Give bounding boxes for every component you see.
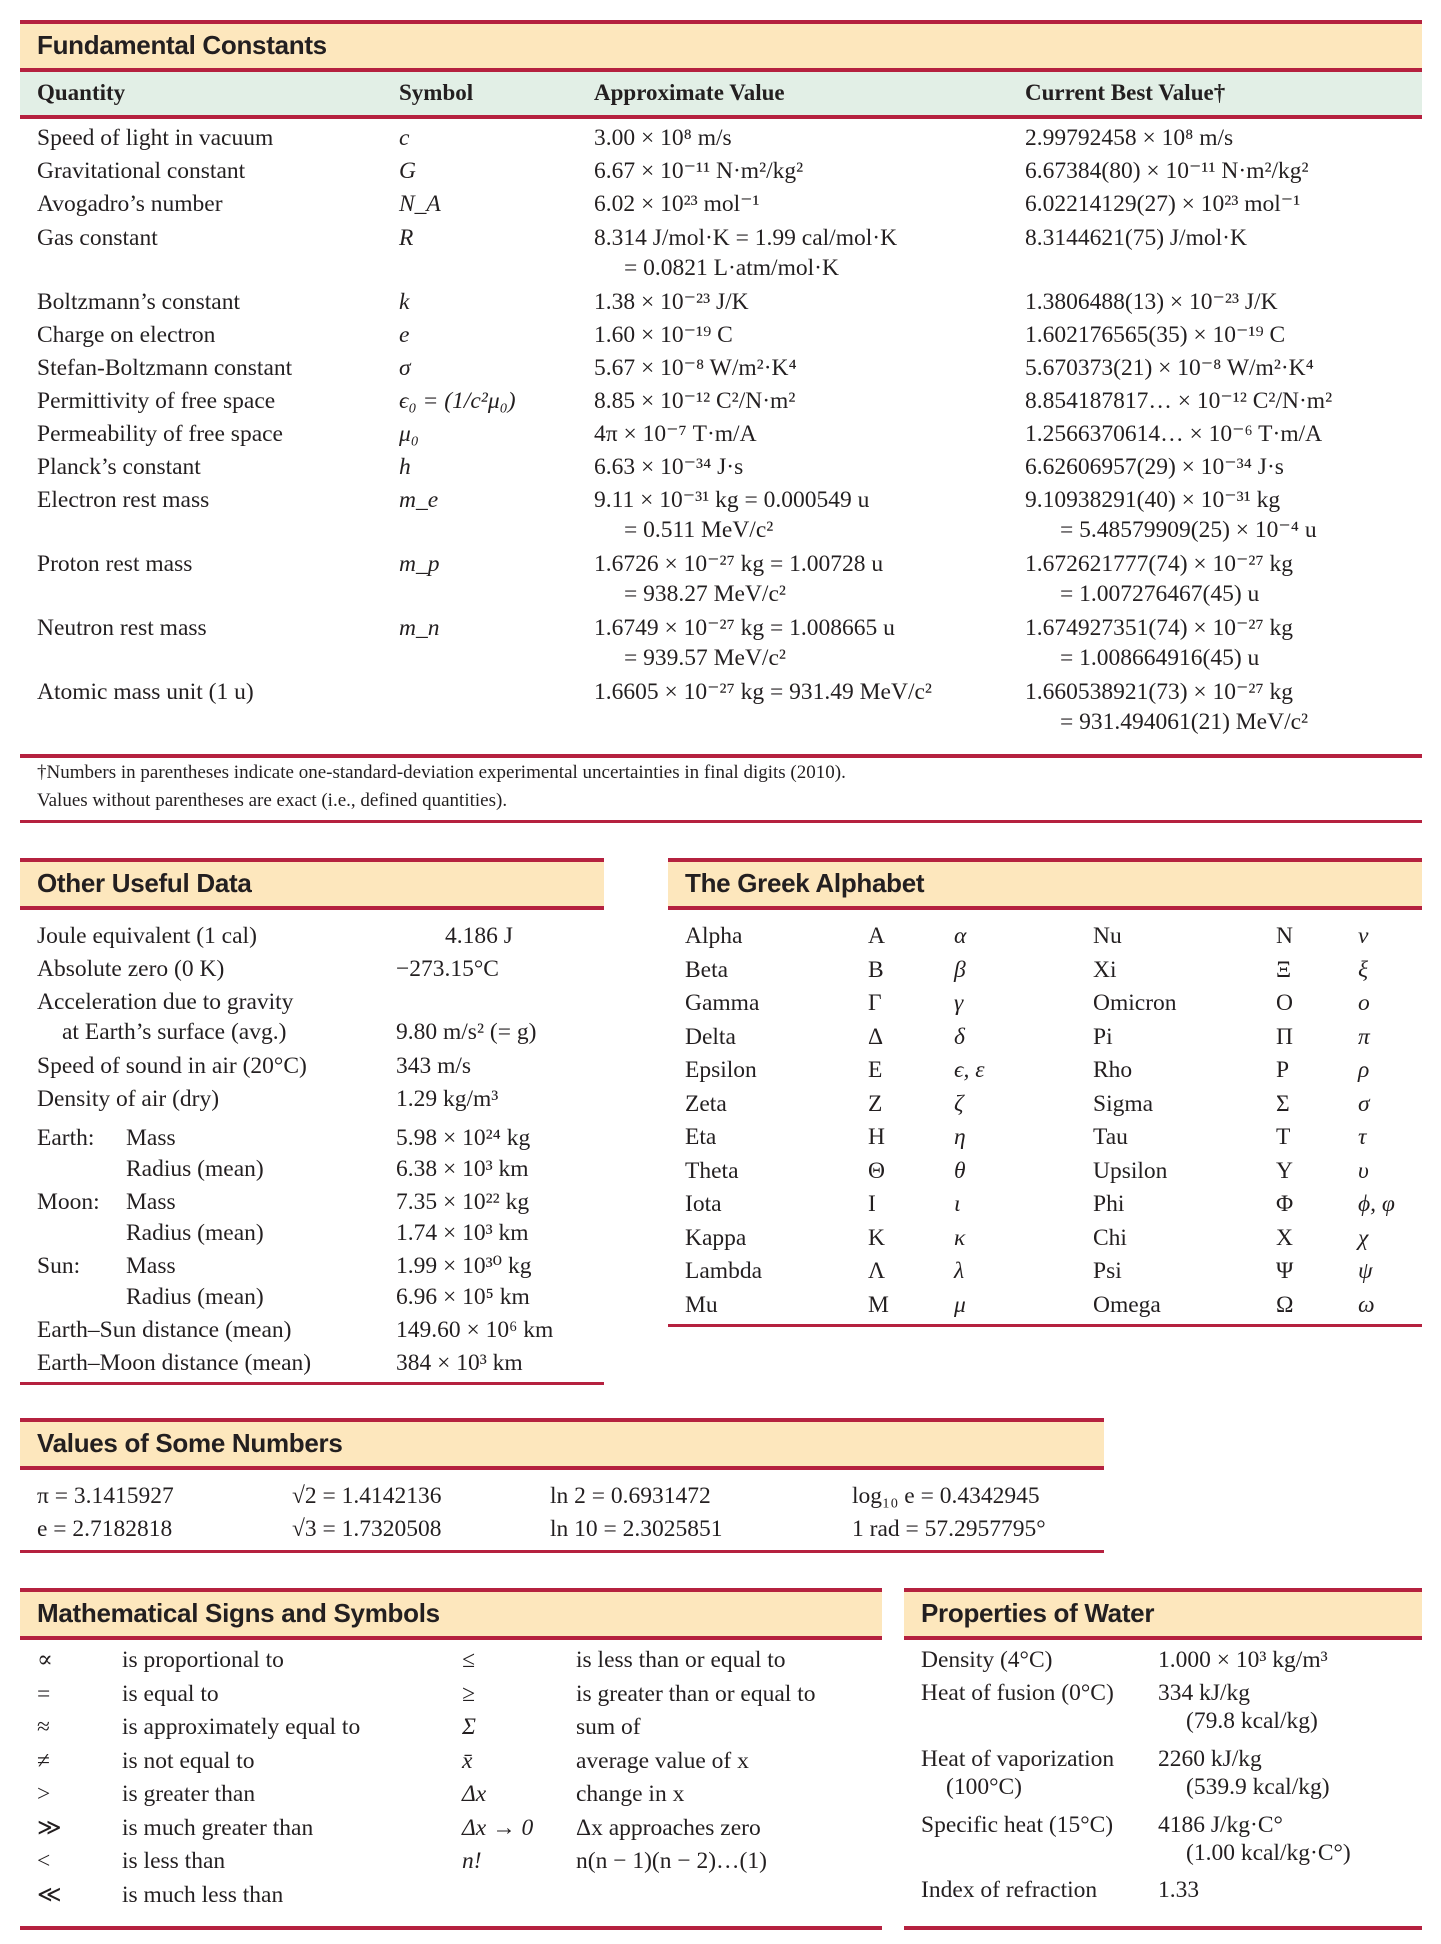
section-title: Other Useful Data [37,868,252,898]
math-meaning: change in x [576,1781,685,1807]
greek-letter-name: Omega [1093,1291,1161,1318]
constant-best-value: 6.62606957(29) × 10⁻³⁴ J·s [1025,454,1284,480]
constant-symbol: m_e [399,487,439,513]
water-property-value: 334 kJ/kg [1158,1680,1251,1706]
math-meaning: is equal to [122,1680,219,1707]
other-data-value: 7.35 × 10²² kg [396,1189,530,1215]
greek-letter-name: Rho [1093,1057,1133,1083]
number-value: 1 rad = 57.2957795° [852,1516,1046,1542]
math-meaning: is less than [122,1848,226,1874]
constant-best-value: 1.2566370614… × 10⁻⁶ T·m/A [1025,421,1323,447]
math-meaning: is much less than [122,1881,284,1908]
water-property-label: Heat of fusion (0°C) [921,1680,1114,1706]
greek-lowercase: ζ [954,1090,964,1117]
section-title: Values of Some Numbers [37,1428,343,1458]
greek-lowercase: η [954,1124,966,1150]
bottom-rule [20,1382,604,1385]
constant-best-value: = 931.494061(21) MeV/c² [1060,709,1309,735]
greek-uppercase: Φ [1276,1191,1294,1217]
greek-letter-name: Xi [1093,956,1117,983]
constant-approx-value: 1.60 × 10⁻¹⁹ C [594,322,733,348]
column-header-rule [20,115,1422,119]
constant-quantity: Gas constant [37,225,158,251]
math-symbol: > [37,1781,51,1807]
other-data-label: Mass [126,1125,176,1151]
greek-uppercase: Ψ [1276,1258,1294,1284]
constant-approx-value: 3.00 × 10⁸ m/s [594,125,732,151]
greek-letter-name: Omicron [1093,990,1177,1016]
math-symbol: Σ [462,1714,476,1740]
math-meaning: is much greater than [122,1814,314,1841]
greek-lowercase: γ [954,990,964,1016]
constant-approx-value: 1.6726 × 10⁻²⁷ kg = 1.00728 u [594,551,884,577]
greek-letter-name: Lambda [685,1258,762,1284]
constant-approx-value: 8.85 × 10⁻¹² C²/N·m² [594,388,796,414]
greek-letter-name: Zeta [685,1090,727,1117]
greek-lowercase: σ [1358,1090,1370,1117]
greek-letter-name: Epsilon [685,1057,757,1083]
column-header-current-best-value: Current Best Value† [1025,80,1226,105]
constant-quantity: Proton rest mass [37,551,193,577]
constant-approx-value: 1.38 × 10⁻²³ J/K [594,289,749,315]
column-header-approximate-value: Approximate Value [594,80,785,105]
constant-approx-value: = 939.57 MeV/c² [624,645,786,671]
constant-symbol: e [399,322,410,348]
greek-uppercase: Α [868,923,885,949]
other-data-group: Moon: [37,1189,100,1215]
math-symbol: n! [462,1848,482,1874]
other-data-label: Earth–Sun distance (mean) [37,1317,292,1343]
bottom-rule [20,1550,1104,1553]
greek-uppercase: Ι [868,1191,876,1217]
math-symbol: Δx → 0 [462,1814,534,1841]
number-value: ln 10 = 2.3025851 [550,1516,723,1542]
header-rule [668,906,1422,910]
constant-approx-value: = 0.511 MeV/c² [624,517,774,543]
math-symbol: ≪ [37,1881,62,1908]
greek-uppercase: Μ [868,1291,889,1318]
constant-best-value: 2.99792458 × 10⁸ m/s [1025,125,1234,151]
greek-lowercase: ρ [1358,1057,1370,1083]
constant-quantity: Charge on electron [37,322,216,348]
greek-uppercase: Θ [868,1157,885,1184]
greek-lowercase: ν [1358,923,1369,949]
water-property-value: (539.9 kcal/kg) [1186,1774,1330,1800]
math-symbol: = [37,1680,51,1707]
math-symbol: ≥ [462,1680,475,1707]
constant-best-value: = 1.007276467(45) u [1060,581,1260,607]
other-data-label: Acceleration due to gravity [37,989,294,1015]
greek-lowercase: α [954,923,967,949]
math-symbol: Δx [462,1781,487,1807]
greek-uppercase: Β [868,956,884,983]
other-data-label: Speed of sound in air (20°C) [37,1053,307,1079]
constant-best-value: 8.854187817… × 10⁻¹² C²/N·m² [1025,388,1333,414]
greek-alphabet-table [668,858,1422,1330]
greek-letter-name: Upsilon [1093,1157,1168,1184]
math-meaning: is greater than or equal to [576,1680,816,1707]
constant-quantity: Speed of light in vacuum [37,125,274,151]
table-bottom-rule [20,754,1422,758]
footnote-line-1: †Numbers in parentheses indicate one-standard-deviation experimental uncertainties in final digits (2010). [37,762,846,783]
other-data-value: −273.15°C [396,956,499,982]
constant-best-value: 8.3144621(75) J/mol·K [1025,225,1247,251]
other-data-value: 5.98 × 10²⁴ kg [396,1125,531,1151]
constant-best-value: 1.602176565(35) × 10⁻¹⁹ C [1025,322,1286,348]
greek-letter-name: Alpha [685,923,743,949]
greek-lowercase: ψ [1358,1258,1373,1284]
constant-symbol: N_A [399,191,441,217]
greek-letter-name: Iota [685,1191,722,1217]
column-header-quantity: Quantity [37,80,126,105]
bottom-rule [20,1926,882,1930]
top-rule [20,1418,1104,1422]
math-symbol: < [37,1848,51,1874]
greek-lowercase: υ [1358,1157,1369,1184]
math-meaning: is proportional to [122,1647,284,1673]
constant-symbol: G [399,158,416,184]
other-data-label: Radius (mean) [126,1284,264,1310]
constant-approx-value: = 0.0821 L·atm/mol·K [624,255,839,281]
greek-lowercase: ξ [1358,956,1369,983]
math-meaning: Δx approaches zero [576,1814,761,1841]
constant-approx-value: 6.67 × 10⁻¹¹ N·m²/kg² [594,158,804,184]
section-title: Fundamental Constants [37,30,327,60]
constant-symbol: h [399,454,411,480]
math-symbol: ≈ [37,1714,50,1740]
number-value: π = 3.1415927 [37,1483,174,1509]
greek-lowercase: ι [954,1191,961,1217]
greek-uppercase: Σ [1276,1090,1290,1117]
greek-uppercase: Υ [1276,1157,1293,1184]
other-data-label: Joule equivalent (1 cal) [37,923,257,949]
number-value: √2 = 1.4142136 [292,1483,442,1509]
water-property-value: 2260 kJ/kg [1158,1746,1262,1772]
column-header-symbol: Symbol [399,80,474,105]
top-rule [20,20,1422,24]
greek-uppercase: Ο [1276,990,1293,1016]
greek-uppercase: Λ [868,1258,886,1284]
greek-letter-name: Tau [1093,1124,1128,1150]
fundamental-constants-table [20,20,1422,826]
greek-letter-name: Psi [1093,1258,1122,1284]
section-title: The Greek Alphabet [685,868,925,898]
other-data-label: Density of air (dry) [37,1086,220,1112]
math-meaning: average value of x [576,1747,749,1774]
water-properties-table [904,1588,1422,1938]
greek-uppercase: Ξ [1276,956,1292,983]
water-property-label: Specific heat (15°C) [921,1812,1114,1838]
greek-lowercase: χ [1358,1224,1369,1251]
constant-quantity: Gravitational constant [37,158,246,184]
constant-approx-value: = 938.27 MeV/c² [624,581,786,607]
constant-best-value: 1.674927351(74) × 10⁻²⁷ kg [1025,615,1294,641]
footnote-bottom-rule [20,820,1422,823]
greek-lowercase: κ [954,1224,966,1251]
greek-uppercase: Π [1276,1023,1293,1050]
constant-approx-value: 9.11 × 10⁻³¹ kg = 0.000549 u [594,487,870,513]
footnote-line-2: Values without parentheses are exact (i.e., defined quantities). [37,790,508,811]
header-rule [20,1466,1104,1470]
greek-letter-name: Nu [1093,923,1122,949]
other-data-value: 1.99 × 10³⁰ kg [396,1253,532,1279]
constant-quantity: Atomic mass unit (1 u) [37,679,254,705]
other-data-value: 9.80 m/s² (= g) [396,1019,537,1045]
constant-approx-value: 6.02 × 10²³ mol⁻¹ [594,191,760,217]
constant-best-value: 1.660538921(73) × 10⁻²⁷ kg [1025,679,1294,705]
constant-quantity: Permeability of free space [37,421,283,447]
other-data-value: 1.29 kg/m³ [396,1086,499,1112]
other-useful-data-table [20,858,604,1390]
greek-uppercase: Ω [1276,1291,1294,1318]
constant-symbol: ϵ₀ = (1/c²μ₀) [399,388,516,414]
greek-letter-name: Theta [685,1157,739,1184]
water-property-label: (100°C) [946,1774,1022,1800]
greek-uppercase: Η [868,1124,885,1150]
greek-letter-name: Eta [685,1124,717,1150]
other-data-value: 6.38 × 10³ km [396,1156,529,1182]
number-value: √3 = 1.7320508 [292,1516,442,1542]
values-of-numbers-table [20,1418,1104,1558]
math-meaning: is greater than [122,1781,256,1807]
other-data-value: 6.96 × 10⁵ km [396,1284,530,1310]
constant-approx-value: 1.6605 × 10⁻²⁷ kg = 931.49 MeV/c² [594,679,932,705]
number-value: log₁₀ e = 0.4342945 [852,1483,1040,1509]
water-property-label: Density (4°C) [921,1647,1053,1673]
greek-uppercase: Γ [868,990,882,1016]
constant-best-value: = 5.48579909(25) × 10⁻⁴ u [1060,517,1317,543]
other-data-label-cont: at Earth’s surface (avg.) [62,1019,287,1045]
greek-uppercase: Τ [1276,1124,1291,1150]
other-data-value: 149.60 × 10⁶ km [396,1317,554,1343]
math-meaning: is approximately equal to [122,1714,361,1740]
greek-lowercase: ϵ, ε [954,1057,985,1083]
greek-lowercase: θ [954,1157,966,1184]
constant-best-value: 1.3806488(13) × 10⁻²³ J/K [1025,289,1278,315]
header-rule [20,906,604,910]
other-data-label: Radius (mean) [126,1220,264,1246]
bottom-rule [668,1324,1422,1327]
constant-symbol: σ [399,355,411,381]
constant-best-value: 9.10938291(40) × 10⁻³¹ kg [1025,487,1281,513]
greek-lowercase: τ [1358,1124,1367,1150]
constant-symbol: μ₀ [399,421,419,447]
greek-lowercase: ο [1358,990,1370,1016]
constant-approx-value: 4π × 10⁻⁷ T·m/A [594,421,757,447]
constant-best-value: 5.670373(21) × 10⁻⁸ W/m²·K⁴ [1025,355,1314,381]
top-rule [20,1588,882,1592]
greek-letter-name: Gamma [685,990,760,1016]
greek-lowercase: ϕ, φ [1358,1191,1395,1217]
constant-symbol: k [399,289,410,315]
greek-uppercase: Δ [868,1023,884,1050]
math-signs-table [20,1588,882,1938]
greek-lowercase: λ [954,1258,965,1284]
top-rule [904,1588,1422,1592]
constant-quantity: Boltzmann’s constant [37,289,240,315]
other-data-label: Earth–Moon distance (mean) [37,1350,312,1376]
other-data-value: 343 m/s [396,1053,472,1079]
water-property-value: 4186 J/kg·C° [1158,1812,1283,1838]
greek-letter-name: Beta [685,956,729,983]
other-data-label: Mass [126,1189,176,1215]
other-data-group: Sun: [37,1253,81,1279]
math-meaning: is less than or equal to [576,1647,786,1673]
constant-symbol: m_p [399,551,440,577]
constant-quantity: Planck’s constant [37,454,201,480]
constant-approx-value: 1.6749 × 10⁻²⁷ kg = 1.008665 u [594,615,895,641]
greek-letter-name: Kappa [685,1224,747,1251]
greek-letter-name: Chi [1093,1224,1127,1251]
constant-best-value: = 1.008664916(45) u [1060,645,1260,671]
constant-quantity: Permittivity of free space [37,388,276,414]
greek-lowercase: δ [954,1023,965,1050]
greek-lowercase: π [1358,1023,1370,1050]
constant-symbol: m_n [399,615,440,641]
greek-uppercase: Κ [868,1224,885,1251]
water-property-value: 1.33 [1158,1877,1200,1903]
greek-uppercase: Ζ [868,1090,883,1117]
greek-lowercase: μ [954,1291,966,1318]
section-title: Properties of Water [921,1598,1155,1628]
other-data-value: 384 × 10³ km [396,1350,523,1376]
water-property-value: (1.00 kcal/kg·C°) [1186,1840,1351,1866]
header-rule [904,1636,1422,1640]
other-data-value: 1.74 × 10³ km [396,1220,529,1246]
top-rule [20,858,604,862]
greek-uppercase: Ν [1276,923,1293,949]
greek-letter-name: Mu [685,1291,718,1318]
other-data-group: Earth: [37,1125,95,1151]
water-property-label: Index of refraction [921,1877,1098,1903]
math-symbol: ≤ [462,1647,475,1673]
greek-uppercase: Χ [1276,1224,1293,1251]
greek-letter-name: Sigma [1093,1090,1154,1117]
greek-letter-name: Pi [1093,1023,1113,1050]
constant-best-value: 6.67384(80) × 10⁻¹¹ N·m²/kg² [1025,158,1309,184]
other-data-label: Radius (mean) [126,1156,264,1182]
math-symbol: ≠ [37,1747,50,1774]
number-value: ln 2 = 0.6931472 [550,1483,711,1509]
greek-lowercase: β [954,956,966,983]
math-meaning: n(n − 1)(n − 2)…(1) [576,1848,767,1874]
bottom-rule [904,1926,1422,1930]
constant-approx-value: 5.67 × 10⁻⁸ W/m²·K⁴ [594,355,797,381]
constant-quantity: Stefan-Boltzmann constant [37,355,293,381]
constant-best-value: 1.672621777(74) × 10⁻²⁷ kg [1025,551,1294,577]
water-property-label: Heat of vaporization [921,1746,1115,1772]
section-title: Mathematical Signs and Symbols [37,1598,440,1628]
greek-letter-name: Delta [685,1023,736,1050]
greek-uppercase: Ρ [1276,1057,1290,1083]
constant-symbol: c [399,125,410,151]
math-meaning: sum of [576,1714,641,1740]
math-meaning: is not equal to [122,1747,255,1774]
constant-quantity: Avogadro’s number [37,191,223,217]
greek-letter-name: Phi [1093,1191,1125,1217]
constant-quantity: Neutron rest mass [37,615,207,641]
math-symbol: ≫ [37,1814,62,1841]
greek-lowercase: ω [1358,1291,1375,1318]
other-data-label: Mass [126,1253,176,1279]
constant-quantity: Electron rest mass [37,487,210,513]
math-symbol: x̄ [462,1747,473,1774]
number-value: e = 2.7182818 [37,1516,173,1542]
other-data-label: Absolute zero (0 K) [37,956,225,982]
constant-approx-value: 8.314 J/mol·K = 1.99 cal/mol·K [594,225,898,251]
constant-symbol: R [399,225,414,251]
greek-uppercase: Ε [868,1057,883,1083]
water-property-value: (79.8 kcal/kg) [1186,1708,1318,1734]
constant-approx-value: 6.63 × 10⁻³⁴ J·s [594,454,744,480]
math-symbol: ∝ [37,1647,53,1673]
top-rule [668,858,1422,862]
other-data-value: 4.186 J [445,923,513,949]
water-property-value: 1.000 × 10³ kg/m³ [1158,1647,1328,1673]
header-rule [20,1636,882,1640]
constant-best-value: 6.02214129(27) × 10²³ mol⁻¹ [1025,191,1301,217]
